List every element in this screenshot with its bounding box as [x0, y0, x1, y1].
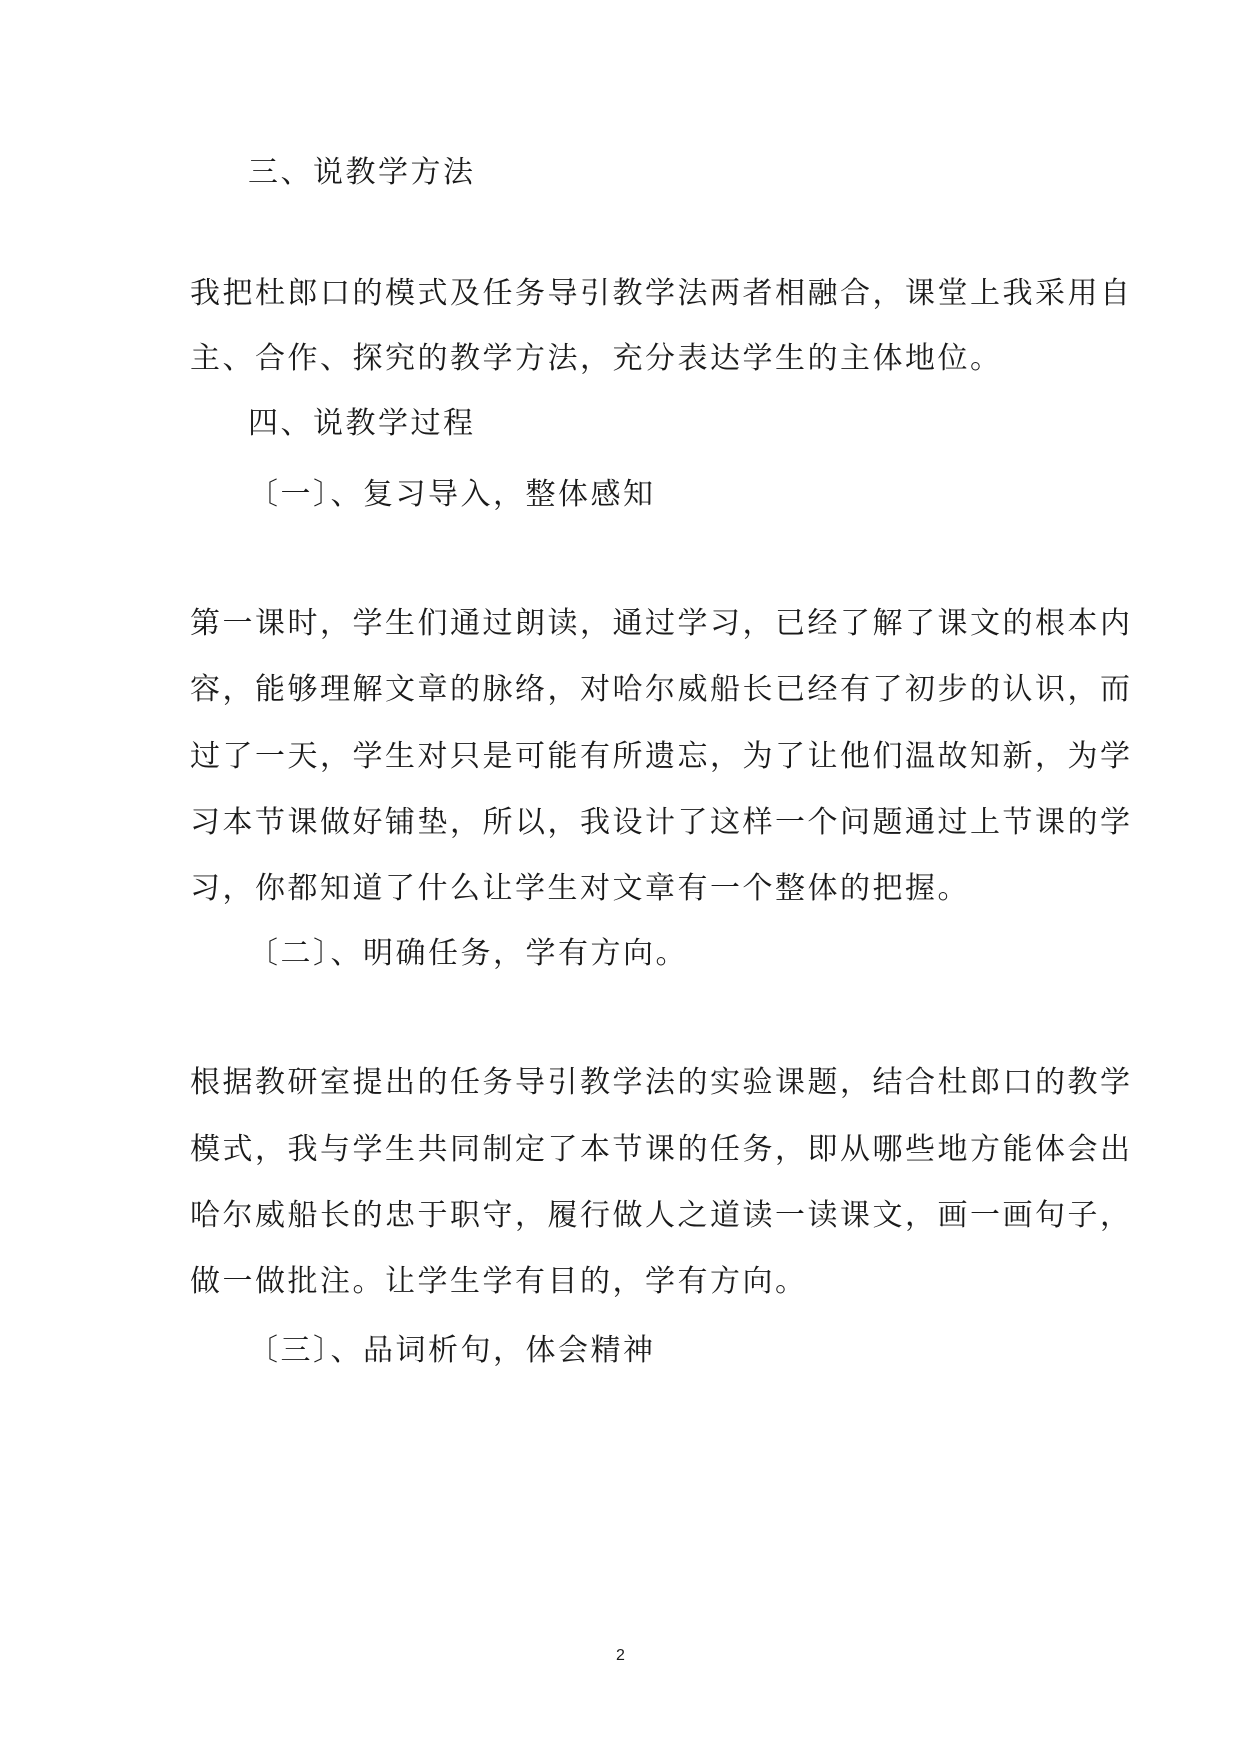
paragraph-line: 我把杜郎口的模式及任务导引教学法两者相融合，课堂上我采用自: [190, 276, 1133, 311]
paragraph-line: 习，你都知道了什么让学生对文章有一个整体的把握。: [190, 871, 970, 906]
paragraph-line: 习本节课做好铺垫，所以，我设计了这样一个问题通过上节课的学: [190, 805, 1133, 840]
section-heading-4: 四、说教学过程: [248, 406, 476, 441]
paragraph-line: 第一课时，学生们通过朗读，通过学习，已经了解了课文的根本内: [190, 606, 1133, 641]
paragraph-line: 容，能够理解文章的脉络，对哈尔威船长已经有了初步的认识，而: [190, 672, 1133, 707]
paragraph-line: 过了一天，学生对只是可能有所遗忘，为了让他们温故知新，为学: [190, 739, 1133, 774]
paragraph-line: 主、合作、探究的教学方法，充分表达学生的主体地位。: [190, 341, 1003, 376]
page-number: 2: [616, 1647, 625, 1664]
subsection-heading-2: 〔二〕、明确任务，学有方向。: [248, 936, 688, 971]
paragraph-line: 模式，我与学生共同制定了本节课的任务，即从哪些地方能体会出: [190, 1132, 1133, 1167]
subsection-heading-1: 〔一〕、复习导入，整体感知: [248, 477, 656, 512]
subsection-heading-3: 〔三〕、品词析句，体会精神: [248, 1333, 656, 1368]
paragraph-line: 做一做批注。让学生学有目的，学有方向。: [190, 1264, 808, 1299]
section-heading-3: 三、说教学方法: [248, 155, 476, 190]
paragraph-line: 根据教研室提出的任务导引教学法的实验课题，结合杜郎口的教学: [190, 1065, 1133, 1100]
paragraph-line: 哈尔威船长的忠于职守，履行做人之道读一读课文，画一画句子，: [190, 1198, 1133, 1233]
